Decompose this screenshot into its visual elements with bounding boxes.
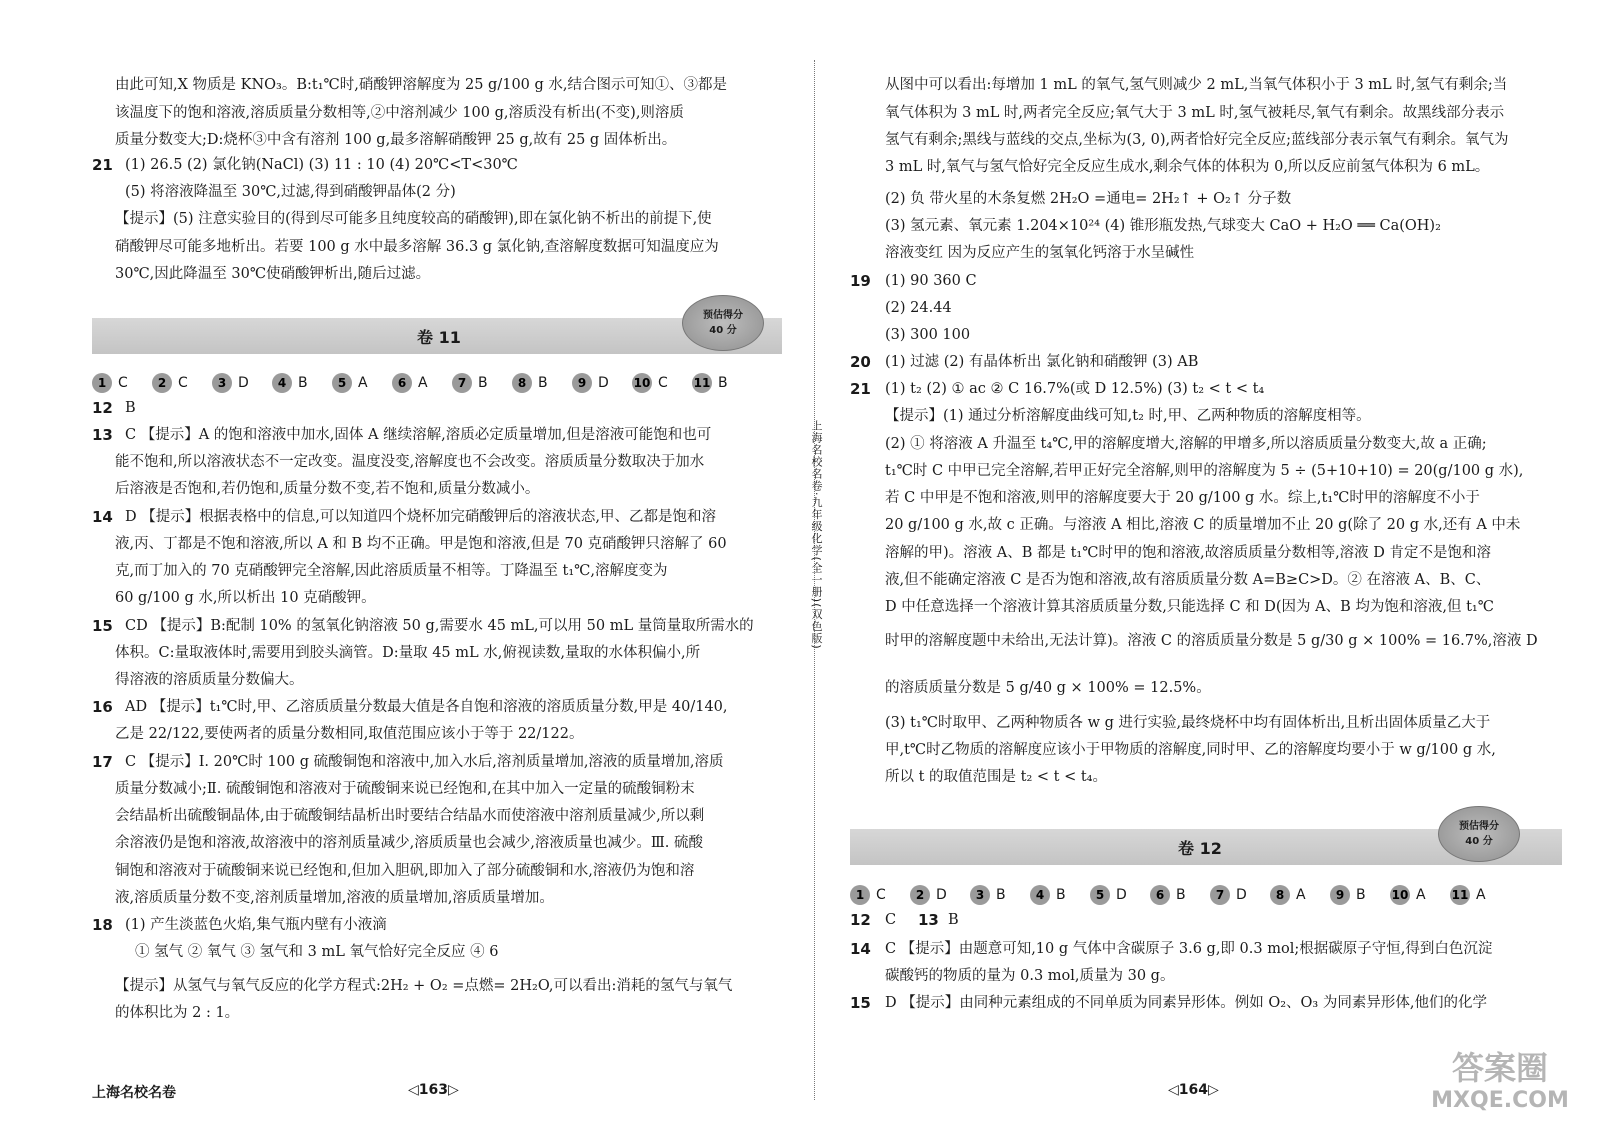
- footer-book-title: 上海名校名卷: [92, 1085, 176, 1101]
- text-line: (1) 90 360 C: [885, 273, 977, 289]
- text-line: 质量分数变大;D:烧杯③中含有溶剂 100 g,最多溶解硝酸钾 25 g,故有 25 g 固体析出。: [115, 132, 677, 148]
- question-number: 14: [92, 508, 113, 526]
- mc-answer-letter: B: [538, 375, 548, 391]
- mc-answer-letter: B: [1176, 887, 1186, 903]
- mc-number-badge: 9: [572, 373, 592, 393]
- mc-answer: [1330, 884, 1366, 906]
- text-line: 【提示】(1) 通过分析溶解度曲线可知,t₂ 时,甲、乙两种物质的溶解度相等。: [885, 408, 1371, 424]
- text-line: 后溶液是否饱和,若仍饱和,质量分数不变,若不饱和,质量分数减小。: [115, 481, 540, 497]
- mc-answer-letter: B: [1056, 887, 1066, 903]
- text-line: 3 mL 时,氧气与氢气恰好完全反应生成水,剩余气体的体积为 0,所以反应前氢气体积为 6 mL。: [885, 159, 1490, 175]
- mc-number-badge: 8: [1270, 885, 1290, 905]
- text-line: 时甲的溶解度题中未给出,无法计算)。溶液 C 的溶质质量分数是 5 g/30 g × 100% = 16.7%,溶液 D: [885, 633, 1538, 649]
- text-line: 氢气有剩余;黑线与蓝线的交点,坐标为(3, 0),两者恰好完全反应;蓝线部分表示氧气有剩余。氧气为: [885, 132, 1509, 148]
- text-line: 碳酸钙的物质的量为 0.3 mol,质量为 30 g。: [885, 968, 1175, 984]
- mc-number-badge: 6: [1150, 885, 1170, 905]
- mc-answer-letter: D: [1236, 887, 1247, 903]
- text-line: 该温度下的饱和溶液,溶质质量分数相等,②中溶剂减少 100 g,溶质没有析出(不变),则溶质: [115, 105, 684, 121]
- text-line: C 【提示】Ⅰ. 20℃时 100 g 硫酸铜饱和溶液中,加入水后,溶剂质量增加,溶液的质量增加,溶质: [125, 754, 724, 770]
- watermark-logo-text: 答案圈: [1451, 1049, 1548, 1087]
- text-line: 液,溶质质量分数不变,溶剂质量增加,溶液的质量增加,溶质质量增加。: [115, 890, 554, 906]
- text-line: 硝酸钾尽可能多地析出。若要 100 g 水中最多溶解 36.3 g 氯化钠,查溶解度数据可知温度应为: [115, 239, 719, 255]
- question-number: 17: [92, 753, 113, 771]
- mc-answer-letter: A: [418, 375, 428, 391]
- stamp-score: 40 分: [1465, 836, 1493, 847]
- mc-answer: [1210, 884, 1247, 906]
- mc-answer: [572, 372, 609, 394]
- text-line: 得溶液的溶质质量分数偏大。: [115, 672, 304, 688]
- mc-answer-letter: B: [1356, 887, 1366, 903]
- mc-number-badge: 11: [1450, 885, 1470, 905]
- text-line: (2) ① 将溶液 A 升温至 t₄℃,甲的溶解度增大,溶解的甲增多,所以溶质质量分数变大,故 a 正确;: [885, 436, 1487, 452]
- mc-number-badge: 11: [692, 373, 712, 393]
- mc-answer: [512, 372, 548, 394]
- stamp-score: 40 分: [709, 325, 737, 336]
- question-number: 12: [92, 399, 113, 417]
- mc-answer-letter: B: [478, 375, 488, 391]
- text-line: (3) t₁℃时取甲、乙两种物质各 w g 进行实验,最终烧杯中均有固体析出,且析出固体质量乙大于: [885, 715, 1491, 731]
- mc-number-badge: 5: [332, 373, 352, 393]
- text-line: 由此可知,X 物质是 KNO₃。B:t₁℃时,硝酸钾溶解度为 25 g/100 g 水,结合图示可知①、③都是: [115, 77, 727, 93]
- text-line: (1) 产生淡蓝色火焰,集气瓶内壁有小液滴: [125, 917, 387, 933]
- text-line: 溶液变红 因为反应产生的氢氧化钙溶于水呈碱性: [885, 245, 1195, 261]
- mc-number-badge: 9: [1330, 885, 1350, 905]
- mc-answer: [692, 372, 728, 394]
- text-line: 铜饱和溶液对于硫酸铜来说已经饱和,但加入胆矾,即加入了部分硫酸铜和水,溶液仍为饱和溶: [115, 863, 695, 879]
- text-line: 液,但不能确定溶液 C 是否为饱和溶液,故有溶质质量分数 A=B≥C>D。② 在溶液 A、B、C、: [885, 572, 1491, 588]
- text-line: 【提示】从氢气与氧气反应的化学方程式:2H₂ + O₂ =点燃= 2H₂O,可以看出:消耗的氢气与氧气: [115, 978, 733, 994]
- text-line: (1) 过滤 (2) 有晶体析出 氯化钠和硝酸钾 (3) AB: [885, 354, 1199, 370]
- text-line: 从图中可以看出:每增加 1 mL 的氧气,氢气则减少 2 mL,当氧气体积小于 3 mL 时,氢气有剩余;当: [885, 77, 1508, 93]
- mc-number-badge: 5: [1090, 885, 1110, 905]
- text-line: C 【提示】由题意可知,10 g 气体中含碳原子 3.6 g,即 0.3 mol;根据碳原子守恒,得到白色沉淀: [885, 941, 1493, 957]
- mc-answer: [1450, 884, 1486, 906]
- mc-answer-letter: D: [936, 887, 947, 903]
- section-banner: [92, 318, 782, 354]
- question-number: 16: [92, 698, 113, 716]
- multiple-choice-answers: [850, 884, 1550, 906]
- mc-answer-letter: A: [358, 375, 368, 391]
- text-line: (1) t₂ (2) ① ac ② C 16.7%(或 D 12.5%) (3) t₂ < t < t₄: [885, 381, 1265, 397]
- text-line: 若 C 中甲是不饱和溶液,则甲的溶解度要大于 20 g/100 g 水。综上,t₁℃时甲的溶解度不小于: [885, 490, 1480, 506]
- text-line: D 中任意选择一个溶液计算其溶质质量分数,只能选择 C 和 D(因为 A、B 均为饱和溶液,但 t₁℃: [885, 599, 1494, 615]
- mc-answer: [1090, 884, 1127, 906]
- text-line: 20 g/100 g 水,故 c 正确。与溶液 A 相比,溶液 C 的质量增加不止 20 g(除了 20 g 水,还有 A 中未: [885, 517, 1521, 533]
- question-number: 15: [92, 617, 113, 635]
- mc-answer-letter: A: [1296, 887, 1306, 903]
- mc-answer: [152, 372, 188, 394]
- question-number: 20: [850, 353, 871, 371]
- text-line: 的体积比为 2 : 1。: [115, 1005, 240, 1021]
- answer: B: [125, 400, 136, 416]
- mc-answer-letter: A: [1416, 887, 1426, 903]
- mc-answer: [212, 372, 249, 394]
- mc-number-badge: 8: [512, 373, 532, 393]
- mc-answer: [1150, 884, 1186, 906]
- question-number: 21: [92, 156, 113, 174]
- text-line: 液,丙、丁都是不饱和溶液,所以 A 和 B 均不正确。甲是饱和溶液,但是 70 克硝酸钾只溶解了 60: [115, 536, 727, 552]
- mc-number-badge: 7: [1210, 885, 1230, 905]
- mc-answer: [1030, 884, 1066, 906]
- question-number: 15: [850, 994, 871, 1012]
- text-line: C 【提示】A 的饱和溶液中加水,固体 A 继续溶解,溶质必定质量增加,但是溶液可能饱和也可: [125, 427, 712, 443]
- text-line: ① 氢气 ② 氧气 ③ 氢气和 3 mL 氧气恰好完全反应 ④ 6: [135, 944, 499, 960]
- question-number: 12: [850, 911, 871, 929]
- mc-number-badge: 4: [272, 373, 292, 393]
- mc-number-badge: 2: [910, 885, 930, 905]
- mc-number-badge: 10: [1390, 885, 1410, 905]
- text-line: (3) 300 100: [885, 327, 971, 343]
- watermark-url: MXQE.COM: [1431, 1088, 1569, 1113]
- question-number: 19: [850, 272, 871, 290]
- mc-answer-letter: D: [1116, 887, 1127, 903]
- question-number: 13: [92, 426, 113, 444]
- mc-number-badge: 3: [212, 373, 232, 393]
- mc-answer-letter: C: [178, 375, 188, 391]
- text-line: 乙是 22/122,要使两者的质量分数相同,取值范围应该小于等于 22/122。: [115, 726, 584, 742]
- page-number: ◁163▷: [408, 1082, 459, 1098]
- mc-answer-letter: D: [598, 375, 609, 391]
- mc-number-badge: 3: [970, 885, 990, 905]
- mc-answer: [1270, 884, 1306, 906]
- text-line: 余溶液仍是饱和溶液,故溶液中的溶剂质量减少,溶质质量也会减少,溶液质量也减少。Ⅲ. 硫酸: [115, 835, 704, 851]
- text-line: CD 【提示】B:配制 10% 的氢氧化钠溶液 50 g,需要水 45 mL,可以用 50 mL 量筒量取所需水的: [125, 618, 754, 634]
- mc-answer-letter: B: [996, 887, 1006, 903]
- section-title: 卷 11: [417, 328, 461, 347]
- site-watermark: [1430, 1048, 1570, 1123]
- mc-answer: [452, 372, 488, 394]
- stamp-label: 预估得分: [703, 310, 743, 321]
- text-line: 氧气体积为 3 mL 时,两者完全反应;氧气大于 3 mL 时,氢气被耗尽,氧气有剩余。故黑线部分表示: [885, 105, 1505, 121]
- mc-number-badge: 1: [850, 885, 870, 905]
- right-page: [830, 0, 1600, 1135]
- mc-number-badge: 6: [392, 373, 412, 393]
- score-stamp: [682, 295, 764, 351]
- answer: B: [948, 912, 959, 928]
- spine-text: 上海名校名卷·九年级化学(全一册)(双色版): [810, 420, 823, 650]
- mc-answer: [970, 884, 1006, 906]
- question-number: 14: [850, 940, 871, 958]
- text-line: (5) 将溶液降温至 30℃,过滤,得到硝酸钾晶体(2 分): [125, 184, 456, 200]
- text-line: 能不饱和,所以溶液状态不一定改变。温度没变,溶解度也不会改变。溶质质量分数取决于加水: [115, 454, 705, 470]
- question-number: 18: [92, 916, 113, 934]
- mc-answer: [332, 372, 368, 394]
- text-line: AD 【提示】t₁℃时,甲、乙溶质质量分数最大值是各自饱和溶液的溶质质量分数,甲是 40/140,: [125, 699, 728, 715]
- text-line: 30℃,因此降温至 30℃使硝酸钾析出,随后过滤。: [115, 266, 431, 282]
- question-number: 13: [918, 911, 939, 929]
- text-line: D 【提示】根据表格中的信息,可以知道四个烧杯加完硝酸钾后的溶液状态,甲、乙都是饱和溶: [125, 509, 716, 525]
- text-line: 体积。C:量取液体时,需要用到胶头滴管。D:量取 45 mL 水,俯视读数,量取的水体积偏小,所: [115, 645, 701, 661]
- score-stamp: [1438, 806, 1520, 862]
- mc-answer: [392, 372, 428, 394]
- mc-answer: [92, 372, 128, 394]
- mc-number-badge: 2: [152, 373, 172, 393]
- mc-answer-letter: B: [718, 375, 728, 391]
- question-number: 21: [850, 380, 871, 398]
- text-line: (3) 氢元素、氧元素 1.204×10²⁴ (4) 锥形瓶发热,气球变大 CaO + H₂O ══ Ca(OH)₂: [885, 218, 1441, 234]
- text-line: 【提示】(5) 注意实验目的(得到尽可能多且纯度较高的硝酸钾),即在氯化钠不析出的前提下,使: [115, 211, 712, 227]
- text-line: t₁℃时 C 中甲已完全溶解,若甲正好完全溶解,则甲的溶解度为 5 ÷ (5+10+10) = 20(g/100 g 水),: [885, 463, 1524, 479]
- text-line: 甲,t℃时乙物质的溶解度应该小于甲物质的溶解度,同时甲、乙的溶解度均要小于 w g/100 g 水,: [885, 742, 1496, 758]
- text-line: (1) 26.5 (2) 氯化钠(NaCl) (3) 11 : 10 (4) 20℃<T<30℃: [125, 157, 518, 173]
- mc-answer-letter: C: [876, 887, 886, 903]
- text-line: 60 g/100 g 水,所以析出 10 克硝酸钾。: [115, 590, 376, 606]
- mc-number-badge: 4: [1030, 885, 1050, 905]
- text-line: 溶解的甲)。溶液 A、B 都是 t₁℃时甲的饱和溶液,故溶质质量分数相等,溶液 D 肯定不是饱和溶: [885, 545, 1492, 561]
- mc-answer: [850, 884, 886, 906]
- page-number: ◁164▷: [1168, 1082, 1219, 1098]
- mc-answer-letter: B: [298, 375, 308, 391]
- mc-answer-letter: A: [1476, 887, 1486, 903]
- mc-answer: [1390, 884, 1426, 906]
- answer: C: [885, 912, 897, 928]
- mc-number-badge: 7: [452, 373, 472, 393]
- text-line: 所以 t 的取值范围是 t₂ < t < t₄。: [885, 769, 1107, 785]
- mc-answer-letter: D: [238, 375, 249, 391]
- mc-number-badge: 10: [632, 373, 652, 393]
- section-title: 卷 12: [1178, 839, 1222, 858]
- text-line: 会结晶析出硫酸铜晶体,由于硫酸铜结晶析出时要结合结晶水而使溶液中溶剂质量减少,所以剩: [115, 808, 705, 824]
- text-line: D 【提示】由同种元素组成的不同单质为同素异形体。例如 O₂、O₃ 为同素异形体,他们的化学: [885, 995, 1487, 1011]
- text-line: (2) 24.44: [885, 300, 952, 316]
- multiple-choice-answers: [92, 372, 792, 394]
- mc-answer: [272, 372, 308, 394]
- text-line: (2) 负 带火星的木条复燃 2H₂O =通电= 2H₂↑ + O₂↑ 分子数: [885, 191, 1292, 207]
- mc-number-badge: 1: [92, 373, 112, 393]
- text-line: 的溶质质量分数是 5 g/40 g × 100% = 12.5%。: [885, 680, 1211, 696]
- mc-answer-letter: C: [118, 375, 128, 391]
- text-line: 质量分数减小;Ⅱ. 硫酸铜饱和溶液对于硫酸铜来说已经饱和,在其中加入一定量的硫酸铜粉末: [115, 781, 695, 797]
- text-line: 克,而丁加入的 70 克硝酸钾完全溶解,因此溶质质量不相等。丁降温至 t₁℃,溶解度变为: [115, 563, 668, 579]
- mc-answer: [632, 372, 668, 394]
- mc-answer: [910, 884, 947, 906]
- stamp-label: 预估得分: [1459, 821, 1499, 832]
- mc-answer-letter: C: [658, 375, 668, 391]
